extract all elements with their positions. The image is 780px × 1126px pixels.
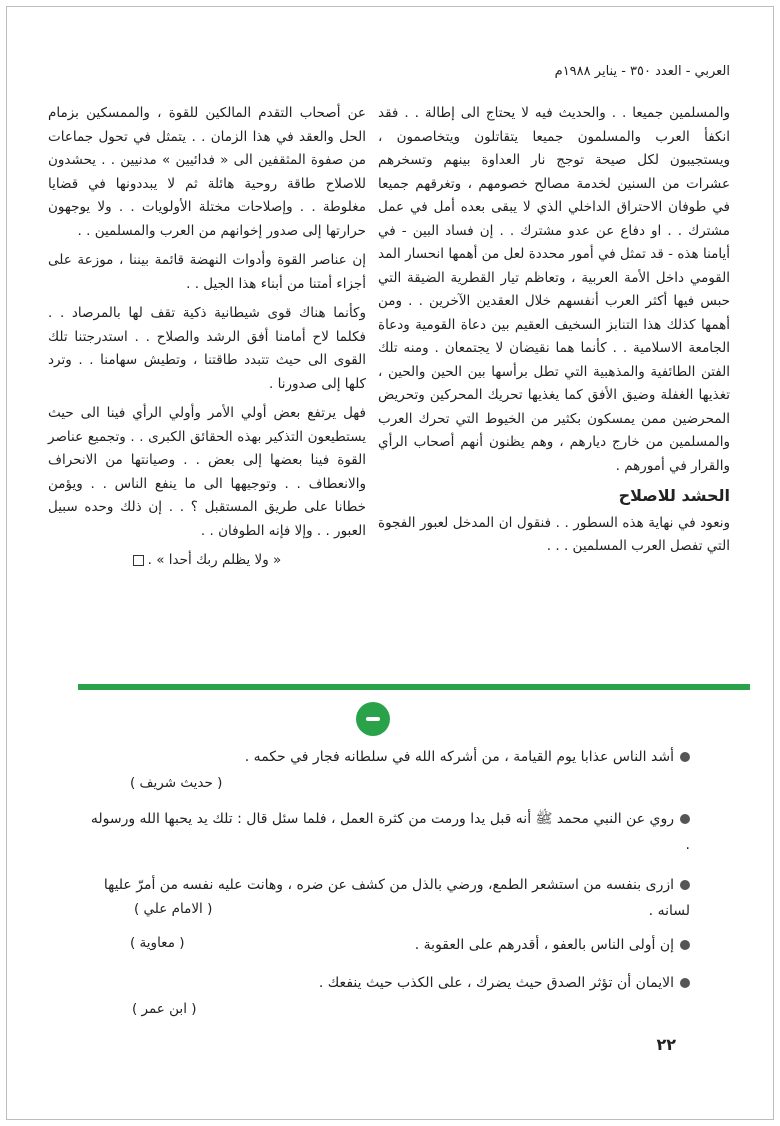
- paragraph: إن عناصر القوة وأدوات النهضة قائمة بيننا ، موزعة على أجزاء أمتنا من أبناء هذا الجيل . .: [48, 252, 366, 292]
- quote-item: [90, 872, 690, 928]
- quote-text: روي عن النبي محمد ﷺ أنه قبل يدا ورمت من كثرة العمل ، فلما سئل قال : تلك يد يحبها الله ورسوله .: [90, 811, 690, 853]
- article-column-right: [378, 102, 730, 565]
- bullet-icon: [680, 814, 690, 824]
- quote-source: ( الامام علي ): [134, 901, 213, 917]
- closing-verse: [48, 549, 366, 573]
- end-mark-icon: [133, 555, 144, 566]
- bullet-icon: [680, 880, 690, 890]
- paragraph: عن أصحاب التقدم المالكين للقوة ، والممسكين بزمام الحل والعقد في هذا الزمان . . يتمثل في تحول جماعات من صفوة المثقفين الى « فدائيين » مدنيين . . يحشدون للاصلاح طاقة روحية هائلة ثم لا يبددونها في قضايا مغلوطة . . وإصلاحات مختلة الأولويات . . ولا يوجهون حرارتها إلى صدور إخوانهم من العرب والمسلمين . .: [48, 105, 366, 239]
- quote-text: إن أولى الناس بالعفو ، أقدرهم على العقوبة .: [414, 937, 674, 953]
- green-ornament-icon: [356, 702, 390, 736]
- paragraph: والمسلمين جميعا . . والحديث فيه لا يحتاج الى إطالة . . فقد انكفأ العرب والمسلمون جميعا يتقاتلون ويتخاصمون ، ويستجيبون لكل صيحة توجج نار العداوة بينهم وتسخرهم عشرات من السنين لخدمة مصالح خصومهم ، وتغرقهم جميعا في طوفان الاحتراق الداخلي الذي لا يبقى بعده أمل في عمل مشترك . . او دفاع عن عدو مشترك . . إن فساد البين - في أيامنا هذه - قد تمثل في أمور محددة لعل من أهمها انحسار المد القومي داخل الأمة العربية ، وتعاظم تيار القطرية الضيقة التي حبس فيها أكثر العرب أنفسهم خلال العقدين الآخرين . . ومن أهمها كذلك هذا التنابز السخيف العقيم بين دعاة القومية ودعاة الجامعة الاسلامية . . كأنما هما نقيضان لا يجتمعان . ومنه تلك الفتن الطائفية والمذهبية التي تطل برأسها بين الحين والحين ، تغذيها الغفلة وضيق الأفق كما يغذيها تحريك المحركين وتحريض المحرضين ممن يمسكون بكثير من الخيوط التي تحرك العرب والمسلمين من خارج ديارهم ، وهم يظنون أنهم أصحاب الرأي والقرار في أمورهم .: [378, 105, 730, 474]
- quote-text: الايمان أن تؤثر الصدق حيث يضرك ، على الكذب حيث ينفعك .: [318, 975, 674, 991]
- closing-verse-text: « ولا يظلم ربك أحدا » .: [147, 552, 282, 568]
- bullet-icon: [680, 940, 690, 950]
- bullet-icon: [680, 752, 690, 762]
- quote-source: ( ابن عمر ): [132, 1001, 197, 1017]
- quote-text: ازرى بنفسه من استشعر الطمع، ورضي بالذل من كشف عن ضره ، وهانت عليه نفسه من أمرّ عليها لسانه .: [103, 877, 690, 919]
- quote-item: [90, 806, 690, 858]
- paragraph: فهل يرتفع بعض أولي الأمر وأولي الرأي فينا الى حيث يستطيعون التذكير بهذه الحقائق الكبرى . . وتجميع عناصر القوة فينا بعضها إلى بعض . . وصيانتها من الانحراف والانعطاف . . وتوجيهها الى ما ينفع الناس . . ويؤمن خطانا على طريق المستقبل ؟ . . إن ذلك وحده سبيل العبور . . وإلا فإنه الطوفان . .: [48, 405, 366, 539]
- bullet-icon: [680, 978, 690, 988]
- quote-item: [90, 970, 690, 1022]
- green-divider: [78, 684, 750, 690]
- quote-text: أشد الناس عذابا يوم القيامة ، من أشركه الله في سلطانه فجار في حكمه .: [244, 749, 674, 765]
- page-number: ٢٢: [656, 1035, 676, 1054]
- running-header: العربي - العدد ٣٥٠ - يناير ١٩٨٨م: [554, 64, 730, 79]
- paragraph: وكأنما هناك قوى شيطانية ذكية تقف لها بالمرصاد . . فكلما لاح أمامنا أفق الرشد والصلاح . . استدرجتنا تلك القوى الى حيث تتبدد طاقتنا ، وتطيش سهامنا . . وترد كلها إلى صدورنا .: [48, 305, 366, 392]
- section-heading: الحشد للاصلاح: [618, 486, 730, 505]
- quote-source: ( حديث شريف ): [130, 775, 223, 791]
- article-column-left: [48, 102, 366, 579]
- quote-item: [90, 744, 690, 796]
- quote-item: [90, 932, 690, 962]
- quote-source: ( معاوية ): [130, 935, 185, 951]
- paragraph: ونعود في نهاية هذه السطور . . فنقول ان المدخل لعبور الفجوة التي تفصل العرب المسلمين . . .: [378, 514, 730, 554]
